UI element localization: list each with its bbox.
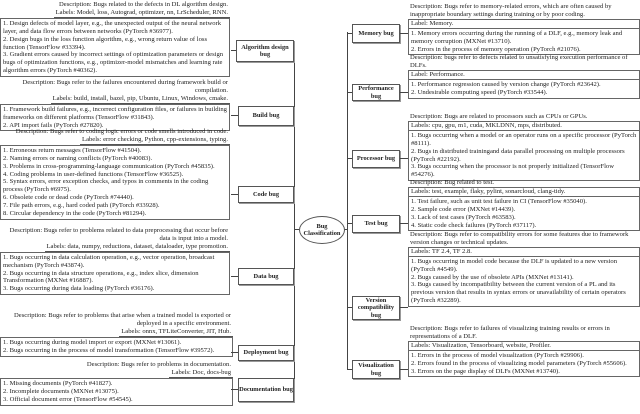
- processor-group: [408, 113, 640, 181]
- visualization-description: Description: Bugs refer to failures of visualizing training results or errors in representations of a DLF.: [410, 325, 610, 340]
- data-labels: Labels: data, numpy, reductions, dataset, dataloader, type promotion.: [46, 242, 228, 250]
- processor-connector: [347, 158, 352, 159]
- example-item: 5. Syntax errors, error exception checks, and typos in comments in the coding process (PyTorch #6975).: [3, 178, 209, 194]
- visualization-connector: [347, 369, 352, 370]
- performance-category-node: Performance bug: [352, 84, 400, 101]
- code-description: Description: Bugs refer to coding logic errors or code smells introduced in code.: [15, 128, 228, 135]
- build-group: [0, 79, 230, 131]
- example-item: 1. Errors in the process of model visualization (PyTorch #29906).: [411, 351, 584, 359]
- documentation-group: [0, 361, 233, 406]
- example-item: 2. Bugs occurring in the process of model transformation (TensorFlow #39572).: [3, 346, 215, 354]
- example-item: 3. Errors on the page display of DLFs (MXNet #13740).: [411, 367, 560, 375]
- performance-text-connector: [400, 92, 408, 93]
- memory-items-box: [408, 28, 640, 56]
- example-item: 2. Bugs in distributed trainingand data parallel processing on multiple processors (PyTorch #22192).: [411, 147, 625, 163]
- performance-labels: Label: Performance.: [408, 70, 640, 79]
- example-item: 3. Lack of test cases (PyTorch #63583).: [411, 213, 516, 221]
- deployment-category-node: Deployment bug: [238, 345, 294, 361]
- build-description: Description: Bugs refer to the failures encountered during framework build or compilation.: [22, 79, 228, 94]
- build-text-connector: [231, 115, 238, 116]
- code-labels: Labels: error checking, Python, cpp-extensions, typing.: [82, 135, 228, 143]
- example-item: 3. Bugs occurring during data loading (PyTorch #36176).: [3, 285, 155, 293]
- example-item: 1. Bugs occurring during model import or export (MXNet #13061).: [3, 338, 182, 346]
- example-item: 1. Test failure, such as unit test failure in CI (TensorFlow #35040).: [411, 197, 587, 205]
- example-item: 6. Obsolete code or dead code (PyTorch #74440).: [3, 194, 134, 202]
- documentation-labels: Labels: Doc, docs-bug: [171, 368, 231, 376]
- test-connector: [347, 223, 352, 224]
- documentation-description: Description: Bugs refer to problems in documentation.: [86, 361, 231, 368]
- algorithm-group: [0, 1, 230, 77]
- documentation-text-connector: [231, 389, 238, 390]
- example-item: 2. Undesirable computing speed (PyTorch #33544).: [411, 88, 548, 96]
- data-text-connector: [231, 276, 238, 277]
- example-item: 1. Missing documents (PyTorch #41827).: [3, 379, 113, 387]
- example-item: 2. Sample code error (MXNet #14439).: [411, 205, 516, 213]
- example-item: 3. Official document error (TensorFlow #54545).: [3, 395, 133, 403]
- example-item: 4. Coding problems in user-defined functions (TensorFlow #36525).: [3, 170, 184, 178]
- example-item: 1. Design defects of model layer, e.g., the unexpected output of the neural network layer, and data flow errors between networks (PyTorch #36977).: [3, 19, 221, 35]
- example-item: 1. Bugs occurring when a model or an operator runs on a specific processor (PyTorch #8111).: [411, 131, 637, 147]
- visualization-category-node: Visualization bug: [352, 360, 400, 379]
- example-item: 2. Bugs caused by the use of obsolete APIs (MXNet #13141).: [411, 273, 574, 281]
- memory-group: [408, 3, 640, 55]
- example-item: 3. Gradient errors caused by incorrect settings of optimization parameters or design bugs of optimization functions, e.g., optimizer-model mismatches and learning rate algorithm errors (PyTorch #40362).: [3, 51, 224, 75]
- documentation-category-node: Documentation bug: [238, 378, 294, 402]
- algorithm-labels: Labels: Model, loss, Autograd, optimizer, nn, LrScheduler, RNN.: [55, 8, 228, 16]
- test-group: [408, 179, 640, 231]
- test-labels: Labels: test, example, flaky, pylint, sonarcloud, clang-tidy.: [408, 187, 640, 196]
- performance-items-box: [408, 79, 640, 99]
- visualization-items-box: [408, 350, 640, 378]
- visualization-text-connector: [400, 369, 408, 370]
- build-labels: Labels: build, install, bazel, pip, Ubuntu, Linux, Windows, cmake.: [52, 94, 228, 102]
- memory-connector: [347, 33, 352, 34]
- deployment-text-connector: [231, 352, 238, 353]
- test-description: Description: Bug related to test.: [410, 179, 495, 186]
- right-trunk-line: [347, 32, 348, 370]
- root-node: Bug Classification: [299, 216, 345, 244]
- code-group: [0, 128, 230, 220]
- performance-group: [408, 54, 640, 99]
- processor-labels: Labels: cpu, gpu, m1, cuda, MKLDNN, mps, distributed.: [408, 121, 640, 130]
- example-item: 2. Naming errors or naming conflicts (PyTorch #40083).: [3, 154, 153, 162]
- example-item: 2. API import fails (PyTorch #27820).: [3, 121, 104, 129]
- example-item: 8. Circular dependency in the code (PyTorch #81294).: [3, 210, 147, 218]
- example-item: 7. File path errors, e.g., hard coded path (PyTorch #33928).: [3, 202, 160, 210]
- version-text-connector: [400, 307, 408, 308]
- algorithm-category-node: Algorithm design bug: [236, 40, 294, 62]
- deployment-labels: Labels: onnx, TFLiteConverter, JIT, Hub.: [121, 327, 231, 335]
- example-item: 2. Incomplete documents (MXNet #13075).: [3, 387, 119, 395]
- example-item: 1. Performance regression caused by version change (PyTorch #23642).: [411, 80, 601, 88]
- performance-connector: [347, 92, 352, 93]
- test-category-node: Test bug: [352, 215, 400, 233]
- processor-description: Description: Bugs are related to processors such as CPUs or GPUs.: [410, 113, 588, 120]
- visualization-labels: Labels: Visualization, Tensorboard, website, Profiler.: [408, 341, 640, 350]
- example-item: 3. Problems in cross-programming-language communication (PyTorch #45835).: [3, 162, 215, 170]
- example-item: 2. Errors in the process of memory operation (PyTorch #21076).: [411, 45, 581, 53]
- memory-labels: Label: Memory.: [408, 19, 640, 28]
- example-item: 1. Erroneous return messages (TensorFlow #41504).: [3, 146, 142, 154]
- example-item: 4. Static code check failures (PyTorch #37117).: [411, 221, 537, 229]
- code-items-box: [0, 145, 230, 220]
- version-category-node: Version compatibility bug: [352, 296, 400, 320]
- data-items-box: [0, 252, 230, 296]
- deployment-group: [0, 312, 233, 357]
- memory-text-connector: [400, 33, 408, 34]
- example-item: 1. Framework build failures, e.g., incorrect configuration files, or failures in building frameworks on different platforms (TensorFlow #31843).: [3, 105, 227, 121]
- algorithm-description: Description: Bugs related to the defects in DL algorithm design.: [59, 1, 228, 8]
- example-item: 2. Design bugs in the loss function algorithm, e.g., wrong return value of loss function (TensorFlow #33394).: [3, 35, 208, 51]
- visualization-group: [408, 325, 640, 377]
- algorithm-text-connector: [231, 50, 236, 51]
- example-item: 2. Bugs occurring in data structure operations, e.g., index slice, dimension Transformation (MXNet #16887).: [3, 269, 199, 285]
- version-group: [408, 231, 640, 307]
- left-trunk-line: [294, 50, 295, 396]
- processor-items-box: [408, 130, 640, 181]
- example-item: 1. Bugs occurring in model code because the DLF is updated to a new version (PyTorch #4549).: [411, 257, 618, 273]
- example-item: 3. Bugs caused by incompatibility between the current version of a PL and its previous version that results in syntax errors or unavailability of certain operators (PyTorch #32289).: [411, 281, 626, 305]
- version-labels: Labels: TF 2.4, TF 2.8.: [408, 247, 640, 256]
- example-item: 1. Bugs occurring in data calculation operation, e.g., vector operation, broadcast mechanism (PyTorch #43874).: [3, 253, 215, 269]
- deployment-description: Description: Bugs refer to problems that arise when a trained model is exported or deployed in a specific environment.: [14, 312, 231, 327]
- processor-category-node: Processor bug: [352, 150, 400, 168]
- code-text-connector: [231, 194, 238, 195]
- data-description: Description: Bugs refer to problems related to data preprocessing that occur before data is input into a model.: [9, 227, 228, 242]
- example-item: 2. Errors found in the process of visualizing model parameters (PyTorch #55606).: [411, 359, 627, 367]
- data-group: [0, 227, 230, 295]
- test-items-box: [408, 196, 640, 232]
- memory-description: Description: Bugs refer to memory-related errors, which are often caused by inappropriate boundary settings during training or by poor coding.: [410, 3, 612, 18]
- performance-description: Description: bugs refer to defects related to unsatisfying execution performance of DLFs.: [410, 54, 628, 69]
- test-text-connector: [400, 223, 408, 224]
- build-category-node: Build bug: [238, 106, 294, 126]
- example-item: 1. Memory errors occurring during the running of a DLF, e.g., memory leak and memory corruption (MXNet #13710).: [411, 29, 623, 45]
- version-description: Description: Bugs refer to compatibility errors for some features due to framework version changes or technical updates.: [410, 231, 629, 246]
- algorithm-items-box: [0, 18, 230, 77]
- processor-text-connector: [400, 158, 408, 159]
- version-items-box: [408, 256, 640, 307]
- data-category-node: Data bug: [238, 268, 294, 285]
- deployment-items-box: [0, 337, 233, 357]
- code-category-node: Code bug: [238, 186, 294, 203]
- example-item: 3. Bugs occurring when the processor is not properly initialized (TensorFlow #54276).: [411, 163, 614, 179]
- documentation-items-box: [0, 378, 233, 406]
- memory-category-node: Memory bug: [352, 24, 400, 43]
- version-connector: [347, 307, 352, 308]
